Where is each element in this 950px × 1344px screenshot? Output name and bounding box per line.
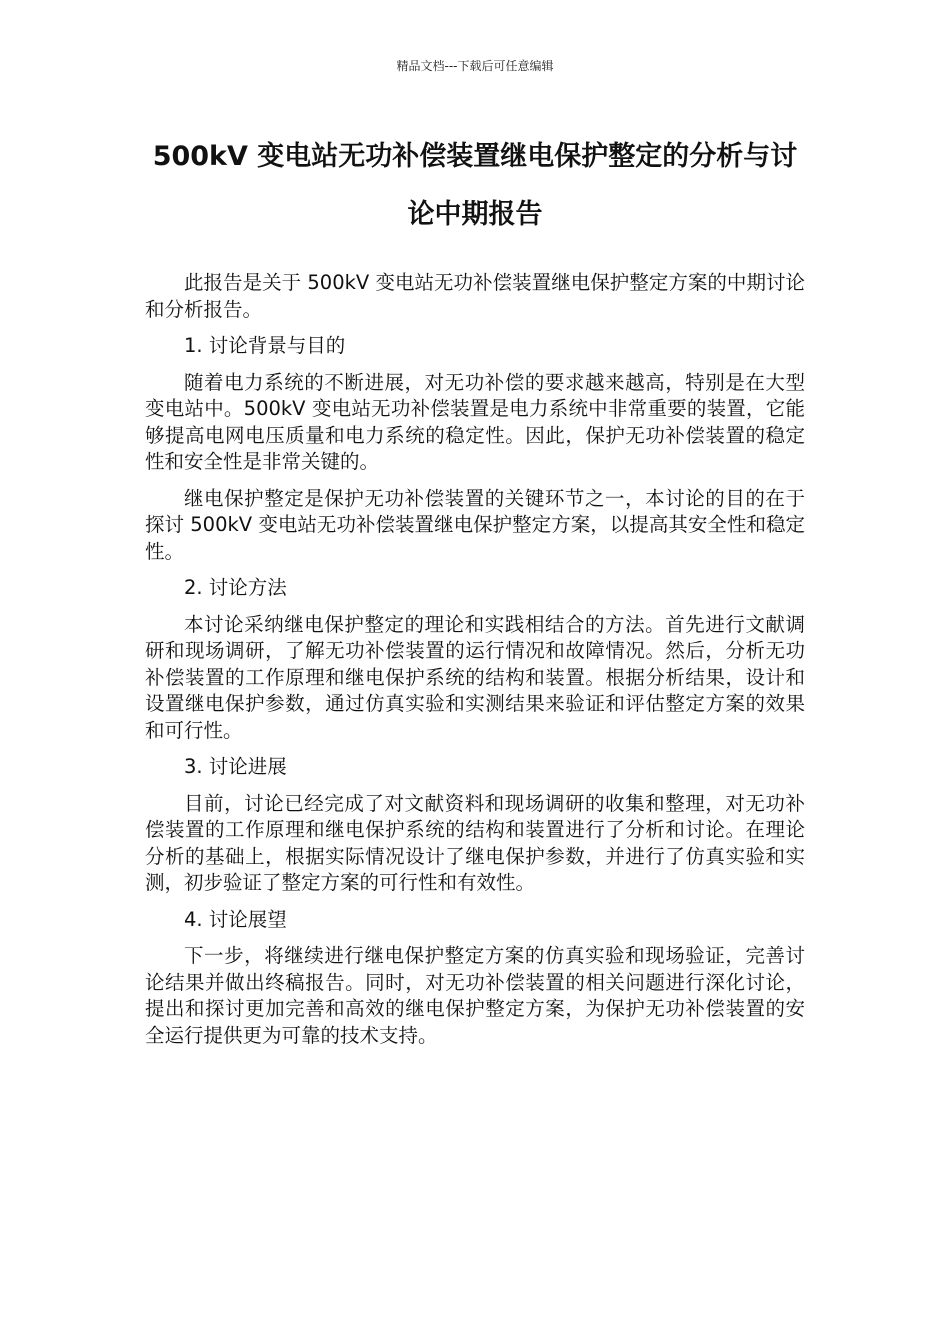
section-paragraph: 本讨论采纳继电保护整定的理论和实践相结合的方法。首先进行文献调研和现场调研，了解无功补偿装置的运行情况和故障情况。然后，分析无功补偿装置的工作原理和继电保护系统的结构和装置。根据分析结果，设计和设置继电保护参数，通过仿真实验和实测结果来验证和评估整定方案的效果和可行性。 (145, 612, 805, 742)
section-paragraph: 随着电力系统的不断进展，对无功补偿的要求越来越高，特别是在大型变电站中。500kV 变电站无功补偿装置是电力系统中非常重要的装置，它能够提高电网电压质量和电力系统的稳定性。因此，保护无功补偿装置的稳定性和安全性是非常关键的。 (145, 370, 805, 473)
section-heading-method: 2. 讨论方法 (184, 576, 287, 599)
section-heading-background: 1. 讨论背景与目的 (184, 334, 346, 357)
section-heading-progress: 3. 讨论进展 (184, 755, 287, 778)
document-title: 500kV 变电站无功补偿装置继电保护整定的分析与讨论中期报告 (152, 141, 798, 230)
document-body (145, 270, 805, 1059)
intro-paragraph: 此报告是关于 500kV 变电站无功补偿装置继电保护整定方案的中期讨论和分析报告。 (145, 271, 805, 321)
section-paragraph: 目前，讨论已经完成了对文献资料和现场调研的收集和整理，对无功补偿装置的工作原理和继电保护系统的结构和装置进行了分析和讨论。在理论分析的基础上，根据实际情况设计了继电保护参数，并进行了仿真实验和实测，初步验证了整定方案的可行性和有效性。 (145, 791, 805, 894)
section-paragraph: 继电保护整定是保护无功补偿装置的关键环节之一，本讨论的目的在于探讨 500kV 变电站无功补偿装置继电保护整定方案，以提高其安全性和稳定性。 (145, 486, 805, 563)
section-heading-outlook: 4. 讨论展望 (184, 907, 287, 931)
section-paragraph: 下一步，将继续进行继电保护整定方案的仿真实验和现场验证，完善讨论结果并做出终稿报告。同时，对无功补偿装置的相关问题进行深化讨论，提出和探讨更加完善和高效的继电保护整定方案，为保护无功补偿装置的安全运行提供更为可靠的技术支持。 (145, 944, 805, 1047)
header-note: 精品文档---下载后可任意编辑 (396, 59, 554, 73)
